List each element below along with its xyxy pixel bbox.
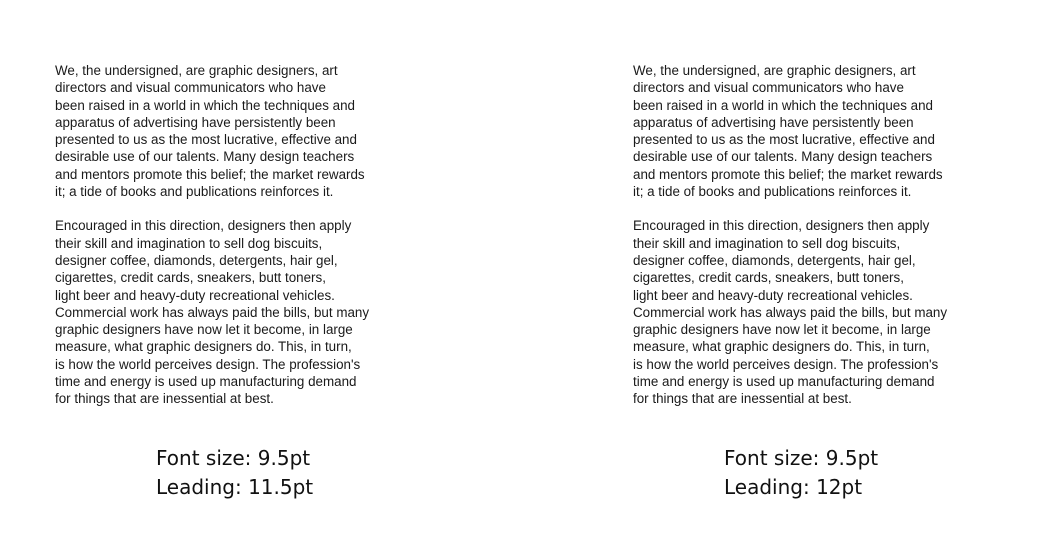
font-size-label: Font size: 9.5pt bbox=[156, 446, 311, 470]
text-line: presented to us as the most lucrative, effective and bbox=[55, 132, 357, 148]
text-line: desirable use of our talents. Many design teachers bbox=[55, 149, 355, 165]
text-line: time and energy is used up manufacturing demand bbox=[633, 374, 935, 390]
text-line: measure, what graphic designers do. This, in turn, bbox=[55, 339, 352, 355]
text-line: desirable use of our talents. Many design teachers bbox=[633, 149, 933, 165]
text-line: is how the world perceives design. The profession's bbox=[633, 356, 939, 372]
text-line: Encouraged in this direction, designers then apply bbox=[633, 218, 930, 234]
text-line: apparatus of advertising have persistently been bbox=[633, 114, 914, 130]
leading-label: Leading: 12pt bbox=[724, 475, 863, 499]
text-line: directors and visual communicators who have bbox=[633, 80, 904, 96]
paragraph-gap bbox=[633, 200, 993, 217]
text-line: Commercial work has always paid the bills, but many bbox=[633, 304, 948, 320]
text-line: designer coffee, diamonds, detergents, hair gel, bbox=[55, 252, 338, 268]
paragraph-gap bbox=[55, 200, 415, 217]
text-line: light beer and heavy-duty recreational vehicles. bbox=[55, 287, 335, 303]
text-line: graphic designers have now let it become, in large bbox=[55, 322, 353, 338]
body-copy bbox=[55, 62, 415, 408]
text-line: been raised in a world in which the techniques and bbox=[55, 97, 355, 113]
text-line: We, the undersigned, are graphic designers, art bbox=[633, 63, 916, 78]
leading-label: Leading: 11.5pt bbox=[156, 475, 314, 499]
text-line: measure, what graphic designers do. This, in turn, bbox=[633, 339, 930, 355]
text-line: their skill and imagination to sell dog biscuits, bbox=[633, 235, 901, 251]
text-line: it; a tide of books and publications reinforces it. bbox=[55, 184, 334, 200]
specimen-caption bbox=[156, 444, 313, 502]
text-line: for things that are inessential at best. bbox=[55, 391, 274, 407]
text-line: it; a tide of books and publications reinforces it. bbox=[633, 184, 912, 200]
text-line: apparatus of advertising have persistently been bbox=[55, 114, 336, 130]
text-line: for things that are inessential at best. bbox=[633, 391, 852, 407]
text-line: graphic designers have now let it become, in large bbox=[633, 322, 931, 338]
font-size-label: Font size: 9.5pt bbox=[724, 446, 879, 470]
text-line: cigarettes, credit cards, sneakers, butt toners, bbox=[55, 270, 326, 286]
text-line: and mentors promote this belief; the market rewards bbox=[633, 166, 943, 182]
text-line: directors and visual communicators who have bbox=[55, 80, 326, 96]
text-line: light beer and heavy-duty recreational vehicles. bbox=[633, 287, 913, 303]
text-line: their skill and imagination to sell dog biscuits, bbox=[55, 235, 323, 251]
body-copy bbox=[633, 62, 993, 408]
text-line: time and energy is used up manufacturing demand bbox=[55, 374, 357, 390]
text-line: We, the undersigned, are graphic designers, art bbox=[55, 63, 338, 78]
text-line: is how the world perceives design. The profession's bbox=[55, 356, 361, 372]
specimen-caption bbox=[724, 444, 878, 502]
text-line: and mentors promote this belief; the market rewards bbox=[55, 166, 365, 182]
text-line: presented to us as the most lucrative, effective and bbox=[633, 132, 935, 148]
text-line: cigarettes, credit cards, sneakers, butt toners, bbox=[633, 270, 904, 286]
text-line: Commercial work has always paid the bills, but many bbox=[55, 304, 370, 320]
text-line: designer coffee, diamonds, detergents, hair gel, bbox=[633, 252, 916, 268]
text-line: Encouraged in this direction, designers then apply bbox=[55, 218, 352, 234]
text-line: been raised in a world in which the techniques and bbox=[633, 97, 933, 113]
